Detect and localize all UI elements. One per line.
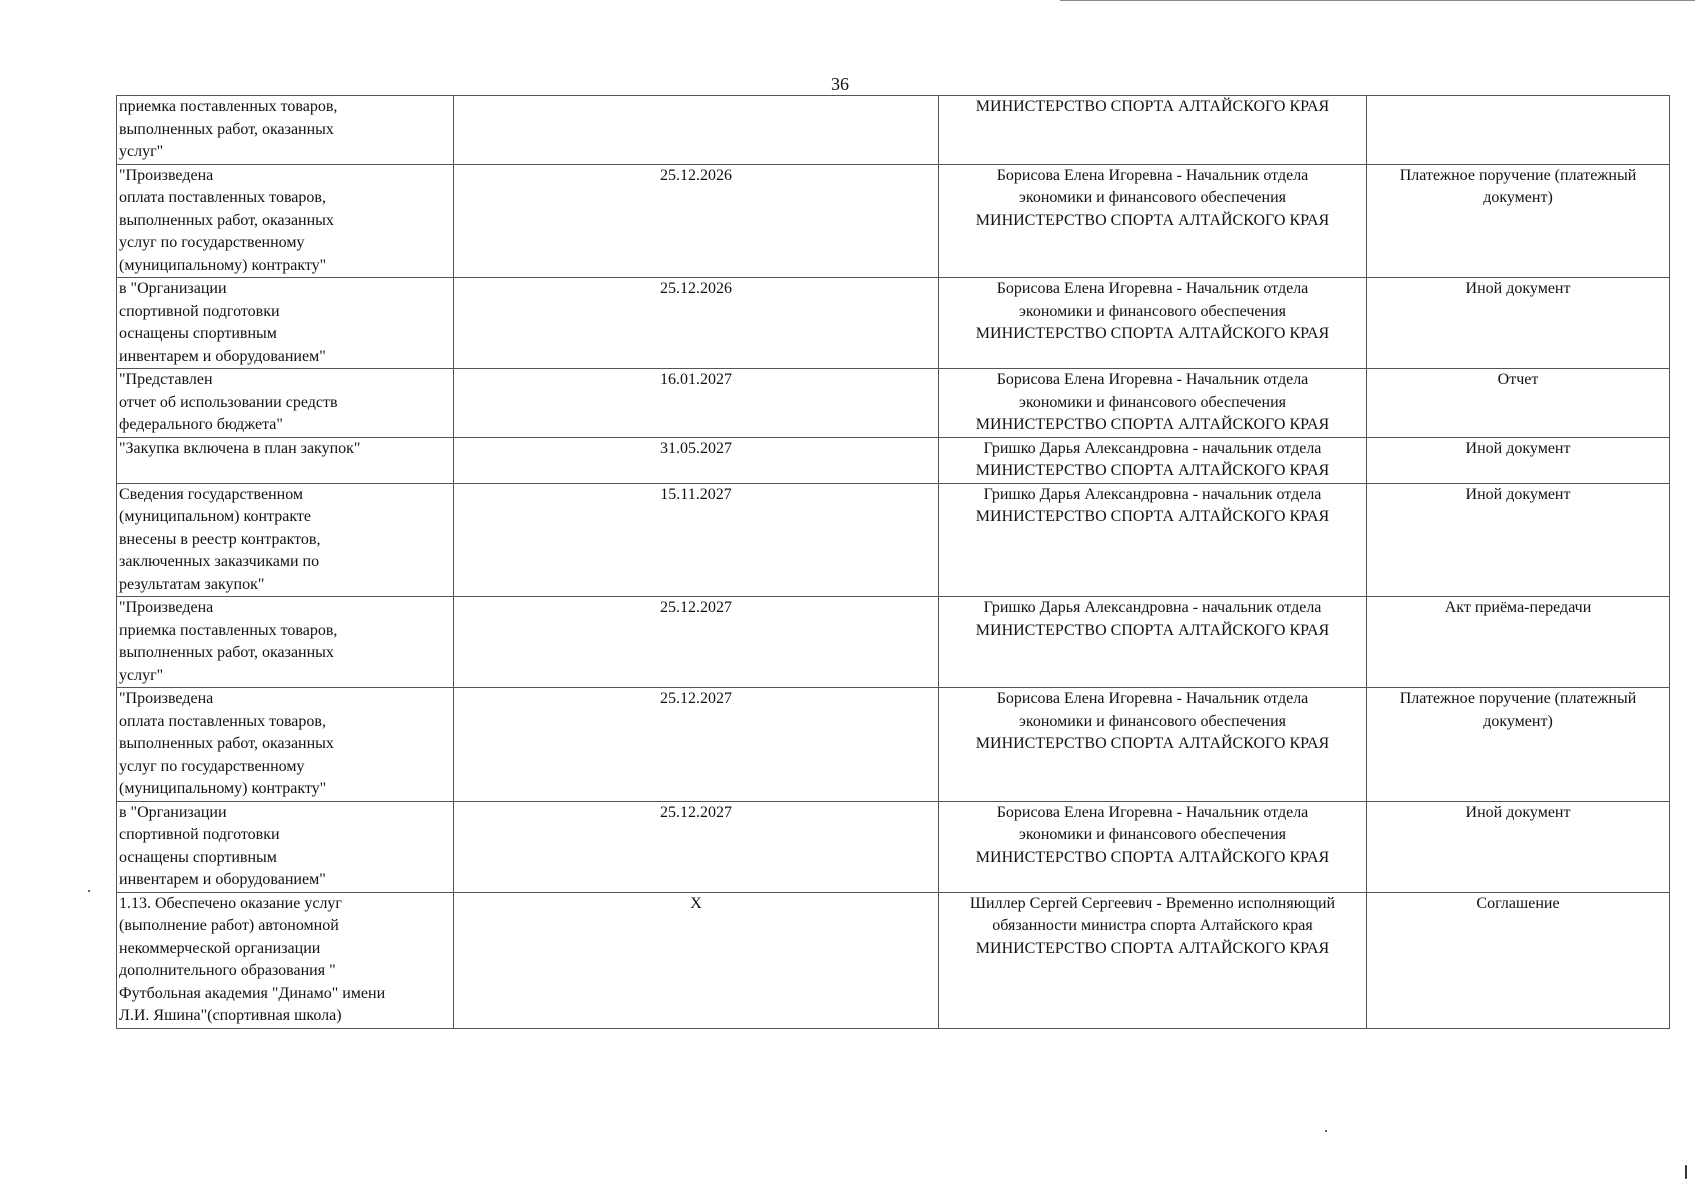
table-row — [117, 437, 1670, 483]
document-type-cell: Иной документ — [1367, 437, 1670, 483]
document-type-cell: Иной документ — [1367, 801, 1670, 892]
table-row — [117, 892, 1670, 1028]
responsible-cell: Гришко Дарья Александровна - начальник отдела МИНИСТЕРСТВО СПОРТА АЛТАЙСКОГО КРАЯ — [939, 483, 1367, 597]
document-type-cell: Иной документ — [1367, 278, 1670, 369]
table-row — [117, 96, 1670, 165]
responsible-cell: Шиллер Сергей Сергеевич - Временно исполняющий обязанности министра спорта Алтайского края МИНИСТЕРСТВО СПОРТА АЛТАЙСКОГО КРАЯ — [939, 892, 1367, 1028]
event-cell: "Представлен отчет об использовании средств федерального бюджета" — [117, 369, 454, 438]
responsible-cell: Борисова Елена Игоревна - Начальник отдела экономики и финансового обеспечения МИНИСТЕРСТВО СПОРТА АЛТАЙСКОГО КРАЯ — [939, 688, 1367, 802]
document-type-cell: Акт приёма-передачи — [1367, 597, 1670, 688]
table-row — [117, 369, 1670, 438]
date-cell: 25.12.2027 — [454, 801, 939, 892]
responsible-cell: МИНИСТЕРСТВО СПОРТА АЛТАЙСКОГО КРАЯ — [939, 96, 1367, 165]
event-cell: в "Организации спортивной подготовки оснащены спортивным инвентарем и оборудованием" — [117, 801, 454, 892]
control-points-table — [116, 95, 1670, 1029]
table-row — [117, 597, 1670, 688]
date-cell — [454, 96, 939, 165]
table-row — [117, 278, 1670, 369]
responsible-cell: Борисова Елена Игоревна - Начальник отдела экономики и финансового обеспечения МИНИСТЕРСТВО СПОРТА АЛТАЙСКОГО КРАЯ — [939, 369, 1367, 438]
responsible-cell: Гришко Дарья Александровна - начальник отдела МИНИСТЕРСТВО СПОРТА АЛТАЙСКОГО КРАЯ — [939, 597, 1367, 688]
responsible-cell: Борисова Елена Игоревна - Начальник отдела экономики и финансового обеспечения МИНИСТЕРСТВО СПОРТА АЛТАЙСКОГО КРАЯ — [939, 164, 1367, 278]
responsible-cell: Борисова Елена Игоревна - Начальник отдела экономики и финансового обеспечения МИНИСТЕРСТВО СПОРТА АЛТАЙСКОГО КРАЯ — [939, 278, 1367, 369]
responsible-cell: Борисова Елена Игоревна - Начальник отдела экономики и финансового обеспечения МИНИСТЕРСТВО СПОРТА АЛТАЙСКОГО КРАЯ — [939, 801, 1367, 892]
date-cell: 16.01.2027 — [454, 369, 939, 438]
table-row — [117, 164, 1670, 278]
document-type-cell: Отчет — [1367, 369, 1670, 438]
date-cell: X — [454, 892, 939, 1028]
date-cell: 31.05.2027 — [454, 437, 939, 483]
table-row — [117, 801, 1670, 892]
event-cell: "Произведена оплата поставленных товаров, выполненных работ, оказанных услуг по государственному (муниципальному) контракту" — [117, 164, 454, 278]
document-type-cell: Иной документ — [1367, 483, 1670, 597]
document-type-cell: Платежное поручение (платежный документ) — [1367, 164, 1670, 278]
responsible-cell: Гришко Дарья Александровна - начальник отдела МИНИСТЕРСТВО СПОРТА АЛТАЙСКОГО КРАЯ — [939, 437, 1367, 483]
date-cell: 25.12.2027 — [454, 597, 939, 688]
scan-speck — [1685, 1165, 1687, 1179]
event-cell: "Произведена приемка поставленных товаров, выполненных работ, оказанных услуг" — [117, 597, 454, 688]
scan-speck — [88, 890, 90, 892]
document-type-cell — [1367, 96, 1670, 165]
event-cell: приемка поставленных товаров, выполненных работ, оказанных услуг" — [117, 96, 454, 165]
scan-top-rule — [1060, 0, 1695, 1]
scan-speck — [1325, 1130, 1327, 1132]
date-cell: 25.12.2027 — [454, 688, 939, 802]
date-cell: 15.11.2027 — [454, 483, 939, 597]
date-cell: 25.12.2026 — [454, 164, 939, 278]
table-row — [117, 483, 1670, 597]
event-cell: Сведения государственном (муниципальном) контракте внесены в реестр контрактов, заключенных заказчиками по результатам закупок" — [117, 483, 454, 597]
event-cell: "Закупка включена в план закупок" — [117, 437, 454, 483]
event-cell: 1.13. Обеспечено оказание услуг (выполнение работ) автономной некоммерческой организации дополнительного образования " Футбольная академия "Динамо" имени Л.И. Яшина"(спортивная школа) — [117, 892, 454, 1028]
date-cell: 25.12.2026 — [454, 278, 939, 369]
event-cell: "Произведена оплата поставленных товаров, выполненных работ, оказанных услуг по государственному (муниципальному) контракту" — [117, 688, 454, 802]
page-number: 36 — [831, 74, 849, 94]
document-type-cell: Соглашение — [1367, 892, 1670, 1028]
event-cell: в "Организации спортивной подготовки оснащены спортивным инвентарем и оборудованием" — [117, 278, 454, 369]
document-type-cell: Платежное поручение (платежный документ) — [1367, 688, 1670, 802]
table-row — [117, 688, 1670, 802]
